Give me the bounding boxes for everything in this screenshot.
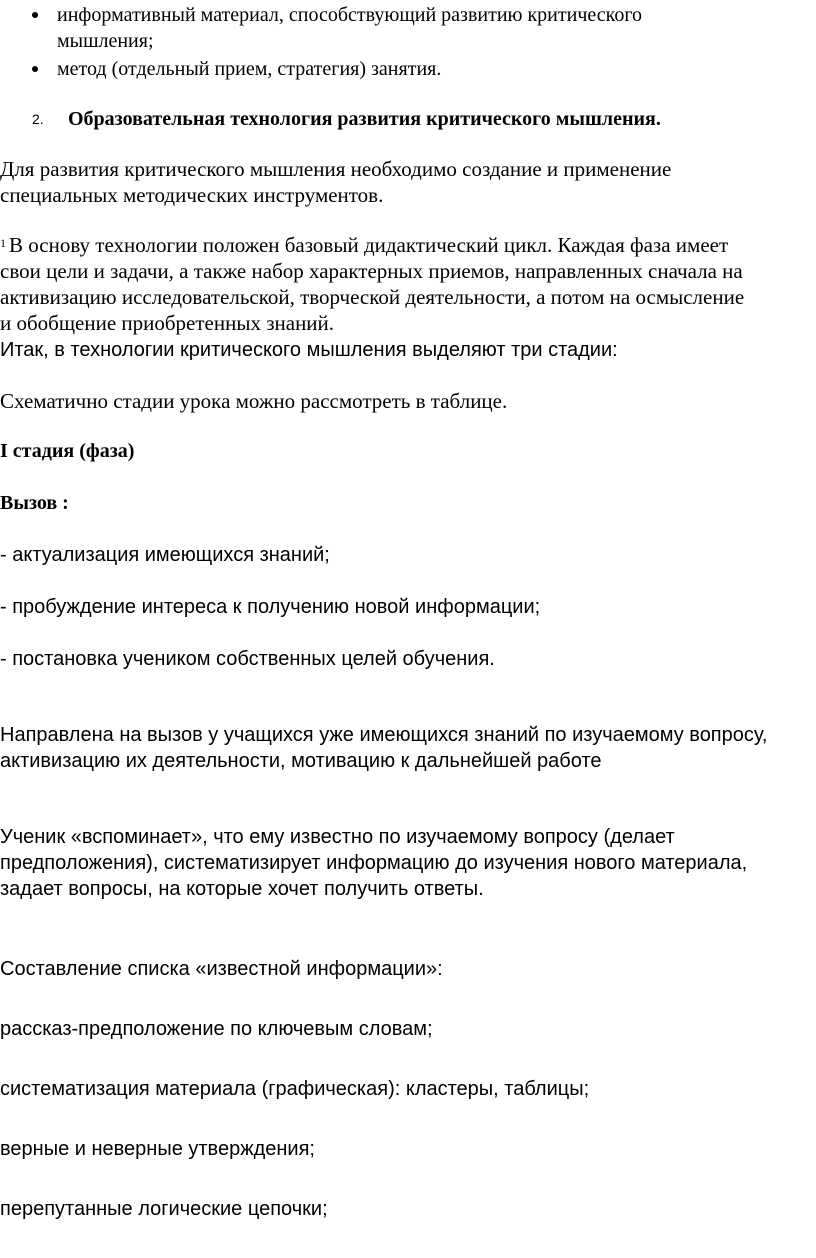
call-heading: Вызов : [0,492,69,514]
basis-line: свои цели и задачи, а также набор характерных приемов, направленных сначала на [0,259,743,283]
technique-item: верные и неверные утверждения; [0,1138,315,1160]
list-item: информативный материал, способствующий развитию критического [57,4,643,26]
student-line: задает вопросы, на которые хочет получить ответы. [0,878,484,900]
aim-line: Направлена на вызов у учащихся уже имеющихся знаний по изучаемому вопросу, [0,724,768,746]
basis-line [0,232,728,258]
basis-text: В основу технологии положен базовый дидактический цикл. Каждая фаза имеет [9,233,729,257]
footnote-mark: 1 [0,236,6,250]
aim-line: активизацию их деятельности, мотивацию к дальнейшей работе [0,750,602,772]
list-item: мышления; [57,30,154,52]
bullet-marker [32,12,38,18]
technique-item: систематизация материала (графическая): кластеры, таблицы; [0,1078,590,1100]
bullet-marker [32,66,38,72]
intro-line: Для развития критического мышления необходимо создание и применение [0,157,672,181]
call-item: - постановка учеником собственных целей обучения. [0,648,495,670]
basis-line: и обобщение приобретенных знаний. [0,311,335,335]
stages-line: Итак, в технологии критического мышления выделяют три стадии: [0,339,618,361]
basis-line: активизацию исследовательской, творческой деятельности, а потом на осмысление [0,285,745,309]
intro-line: специальных методических инструментов. [0,183,384,207]
table-line: Схематично стадии урока можно рассмотреть в таблице. [0,389,508,413]
techniques-heading: Составление списка «известной информации»: [0,958,443,980]
section-number: 2. [32,111,44,127]
list-item: метод (отдельный прием, стратегия) занятия. [57,58,442,80]
call-item: - актуализация имеющихся знаний; [0,544,330,566]
student-line: предположения), систематизирует информацию до изучения нового материала, [0,852,748,874]
section-title: Образовательная технология развития критического мышления. [68,108,661,130]
call-item: - пробуждение интереса к получению новой информации; [0,596,541,618]
stage-heading: I стадия (фаза) [0,440,135,462]
technique-item: перепутанные логические цепочки; [0,1198,328,1220]
technique-item: рассказ-предположение по ключевым словам; [0,1018,433,1040]
student-line: Ученик «вспоминает», что ему известно по изучаемому вопросу (делает [0,826,675,848]
